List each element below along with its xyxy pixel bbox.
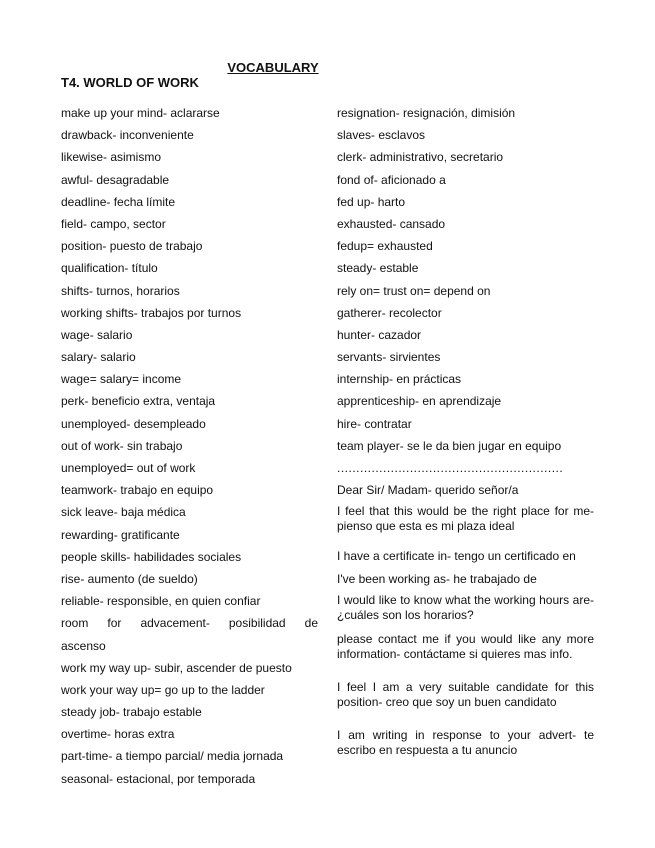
- vocab-item: unemployed= out of work: [61, 461, 196, 475]
- vocab-item-room-line2: ascenso: [61, 638, 106, 653]
- vocab-item: drawback- inconveniente: [61, 128, 194, 143]
- vocab-item: unemployed- desempleado: [61, 416, 206, 431]
- vocab-item: perk- beneficio extra, ventaja: [61, 394, 216, 409]
- vocab-item: rewarding- gratificante: [61, 527, 180, 542]
- vocab-item: field- campo, sector: [61, 216, 166, 231]
- vocab-item: position- puesto de trabajo: [61, 239, 203, 254]
- vocab-item: work your way up= go up to the ladder: [61, 682, 265, 697]
- vocab-item: seasonal- estacional, por temporada: [61, 771, 256, 786]
- left-vocabulary-column: [61, 102, 318, 790]
- vocab-item: overtime- horas extra: [61, 727, 175, 742]
- vocab-item: fedup= exhausted: [337, 239, 433, 254]
- vocab-item: clerk- administrativo, secretario: [337, 150, 504, 165]
- vocab-item: awful- desagradable: [61, 172, 170, 187]
- vocab-item: exhausted- cansado: [337, 216, 446, 231]
- vocab-item: likewise- asimismo: [61, 150, 162, 165]
- vocab-item: work my way up- subir, ascender de puesto: [61, 660, 292, 675]
- vocab-item: teamwork- trabajo en equipo: [61, 483, 214, 498]
- vocab-item: working shifts- trabajos por turnos: [61, 305, 242, 320]
- vocab-item: team player- se le da bien jugar en equipo: [337, 438, 562, 453]
- phrase-item: I feel I am a very suitable candidate for this position- creo que soy un buen candidato: [337, 679, 594, 709]
- vocab-item: hire- contratar: [337, 416, 412, 431]
- phrase-item: I am writing in response to your advert- te escribo en respuesta a tu anuncio: [337, 727, 594, 757]
- unit-subtitle: T4. WORLD OF WORK: [61, 75, 199, 90]
- vocab-item: rely on= trust on= depend on: [337, 283, 491, 298]
- phrase-item: I've been working as- he trabajado de: [337, 571, 537, 586]
- vocab-item: wage- salario: [61, 327, 133, 342]
- phrase-item: I have a certificate in- tengo un certificado en: [337, 549, 576, 564]
- phrase-item: I would like to know what the working hours are- ¿cuáles son los horarios?: [337, 592, 594, 622]
- vocab-item: sick leave- baja médica: [61, 505, 186, 520]
- vocab-item: rise- aumento (de sueldo): [61, 571, 198, 586]
- vocab-item: deadline- fecha límite: [61, 194, 176, 209]
- vocab-item: fed up- harto: [337, 194, 406, 209]
- document-title: VOCABULARY: [227, 60, 319, 75]
- vocab-item-room-line1: room for advacement- posibilidad de: [61, 616, 318, 631]
- vocab-item: internship- en prácticas: [337, 372, 462, 387]
- right-vocabulary-column: [337, 102, 594, 764]
- vocab-item: fond of- aficionado a: [337, 172, 446, 187]
- vocab-item: steady job- trabajo estable: [61, 705, 202, 720]
- dotted-separator: ...........................................................: [337, 461, 564, 475]
- vocab-item: salary- salario: [61, 350, 136, 365]
- vocab-item: hunter- cazador: [337, 327, 422, 342]
- vocab-item: wage= salary= income: [61, 372, 182, 387]
- phrase-item: Dear Sir/ Madam- querido señor/a: [337, 483, 519, 498]
- vocab-item: people skills- habilidades sociales: [61, 549, 242, 564]
- vocab-item: out of work- sin trabajo: [61, 438, 183, 453]
- vocab-item: make up your mind- aclararse: [61, 106, 220, 120]
- vocab-item: gatherer- recolector: [337, 305, 442, 320]
- vocab-item: resignation- resignación, dimisión: [337, 106, 516, 120]
- vocab-item: servants- sirvientes: [337, 350, 441, 365]
- vocab-item: part-time- a tiempo parcial/ media jornada: [61, 749, 284, 764]
- vocab-item: qualification- título: [61, 261, 158, 276]
- vocab-item: shifts- turnos, horarios: [61, 283, 180, 298]
- vocab-item: reliable- responsible, en quien confiar: [61, 594, 261, 609]
- vocab-item: slaves- esclavos: [337, 128, 426, 143]
- vocab-item: apprenticeship- en aprendizaje: [337, 394, 502, 409]
- vocab-item: steady- estable: [337, 261, 419, 276]
- phrase-item: I feel that this would be the right place for me- pienso que esta es mi plaza ideal: [337, 504, 594, 534]
- phrase-item: please contact me if you would like any more information- contáctame si quieres mas info.: [337, 631, 594, 661]
